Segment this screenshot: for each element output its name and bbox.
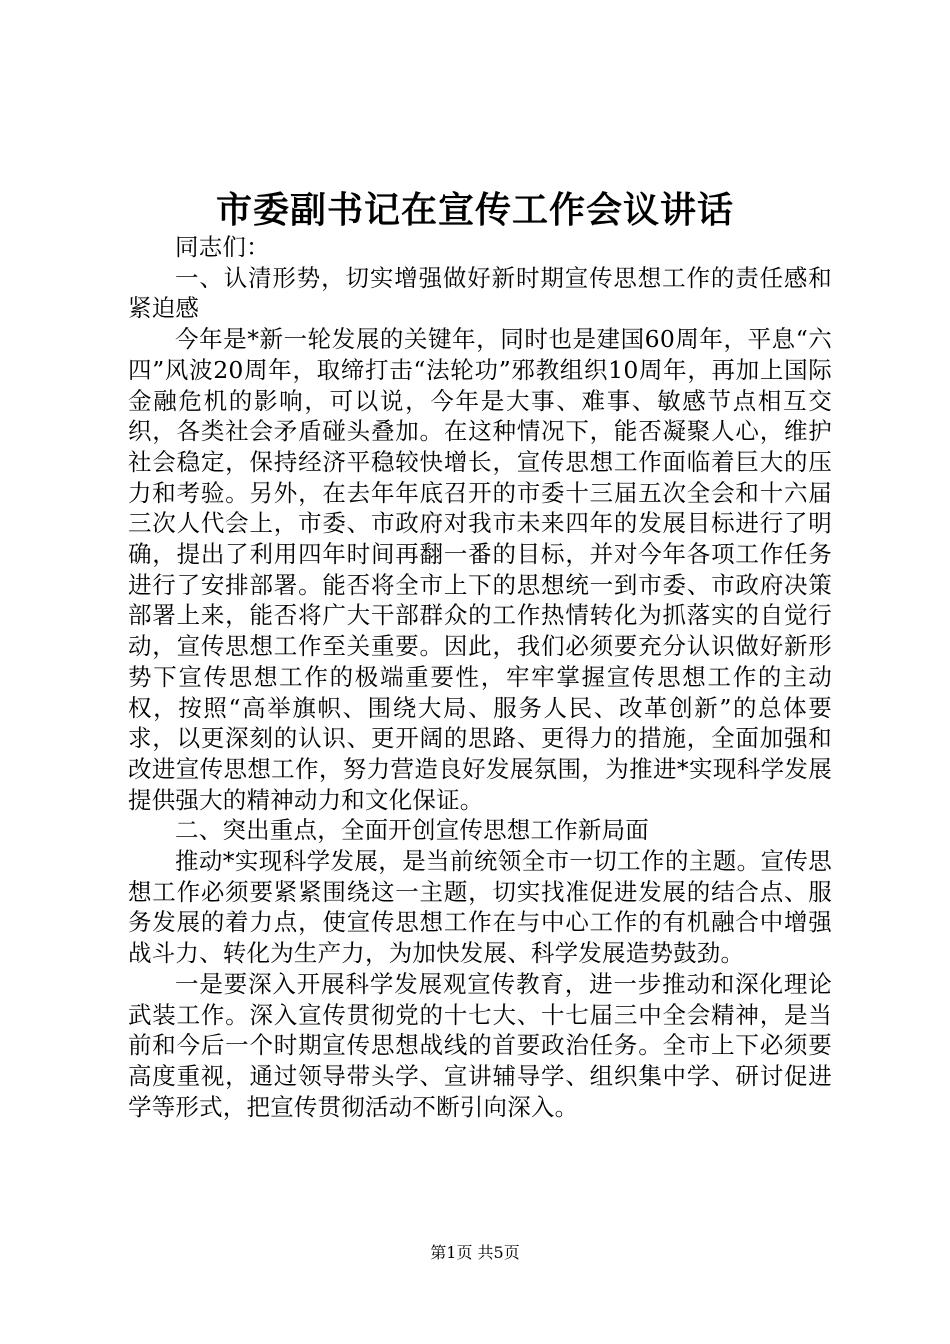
body-paragraph: 一是要深入开展科学发展观宣传教育，进一步推动和深化理论武装工作。深入宣传贯彻党的十七大、十七届三中全会精神，是当前和今后一个时期宣传思想战线的首要政治任务。全市上下必须要高度重视，通过领导带头学、宣讲辅导学、组织集中学、研讨促进学等形式，把宣传贯彻活动不断引向深入。 bbox=[128, 969, 832, 1121]
body-paragraph: 推动*实现科学发展，是当前统领全市一切工作的主题。宣传思想工作必须要紧紧围绕这一主题，切实找准促进发展的结合点、服务发展的着力点，使宣传思想工作在与中心工作的有机融合中增强战斗力、转化为生产力，为加快发展、科学发展造势鼓劲。 bbox=[128, 847, 832, 968]
section-heading-1: 一、认清形势，切实增强做好新时期宣传思想工作的责任感和紧迫感 bbox=[128, 263, 832, 323]
document-title: 市委副书记在宣传工作会议讲话 bbox=[215, 189, 734, 231]
page-number-footer: 第1页 共5页 bbox=[430, 1243, 520, 1262]
section-heading-2: 二、突出重点，全面开创宣传思想工作新局面 bbox=[175, 816, 649, 845]
salutation-paragraph: 同志们： bbox=[175, 233, 270, 261]
body-paragraph: 今年是*新一轮发展的关键年，同时也是建国60周年，平息“六四”风波20周年，取缔打击“法轮功”邪教组织10周年，再加上国际金融危机的影响，可以说，今年是大事、难事、敏感节点相互交织，各类社会矛盾碰头叠加。在这种情况下，能否凝聚人心，维护社会稳定，保持经济平稳较快增长，宣传思想工作面临着巨大的压力和考验。另外，在去年年底召开的市委十三届五次全会和十六届三次人代会上，市委、市政府对我市未来四年的发展目标进行了明确，提出了利用四年时间再翻一番的目标，并对今年各项工作任务进行了安排部署。能否将全市上下的思想统一到市委、市政府决策部署上来，能否将广大干部群众的工作热情转化为抓落实的自觉行动，宣传思想工作至关重要。因此，我们必须要充分认识做好新形势下宣传思想工作的极端重要性，牢牢掌握宣传思想工作的主动权，按照“高举旗帜、围绕大局、服务人民、改革创新”的总体要求，以更深刻的认识、更开阔的思路、更得力的措施，全面加强和改进宣传思想工作，努力营造良好发展氛围，为推进*实现科学发展提供强大的精神动力和文化保证。 bbox=[128, 325, 832, 814]
document-body bbox=[128, 232, 832, 1122]
